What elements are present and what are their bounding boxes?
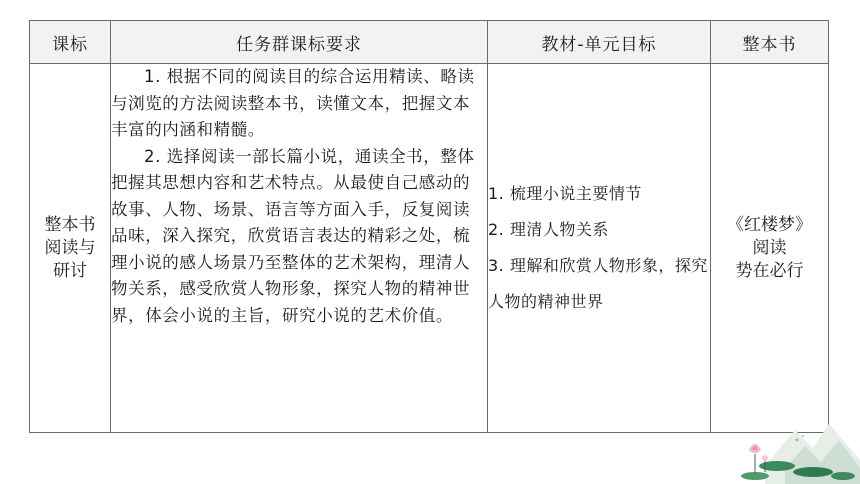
unit-goal-item: 1. 梳理小说主要情节 [488, 184, 642, 203]
requirements-cell [111, 64, 488, 433]
header-standard: 课标 [30, 21, 111, 64]
unit-goal-item: 2. 理清人物关系 [488, 220, 609, 239]
curriculum-table [29, 20, 829, 433]
book-line: 势在必行 [735, 260, 804, 281]
category-line: 研讨 [53, 260, 87, 281]
header-unit-goals: 教材-单元目标 [488, 21, 711, 64]
category-line: 阅读与 [44, 237, 96, 258]
table-row [30, 64, 829, 433]
lotus-leaf [793, 467, 833, 477]
lotus-landscape-decoration [725, 410, 860, 484]
book-title: 《红楼梦》 [727, 214, 812, 235]
header-task-requirements: 任务群课标要求 [111, 21, 488, 64]
category-line: 整本书 [44, 214, 96, 235]
requirement-paragraph: 1. 根据不同的阅读目的综合运用精读、略读与浏览的方法阅读整本书，读懂文本，把握文本丰富的内涵和精髓。 [111, 67, 475, 139]
category-cell [30, 64, 111, 433]
unit-goal-item: 3. 理解和欣赏人物形象，探究人物的精神世界 [488, 256, 708, 311]
table-header-row [30, 21, 829, 64]
header-whole-book: 整本书 [711, 21, 829, 64]
water-dot [796, 439, 799, 442]
lotus-leaf [831, 472, 855, 480]
unit-goals-cell [488, 64, 711, 433]
water-dot [802, 435, 804, 437]
book-line: 阅读 [752, 237, 787, 258]
requirement-paragraph: 2. 选择阅读一部长篇小说，通读全书，整体把握其思想内容和艺术特点。从最使自己感动的故事、人物、场景、语言等方面入手，反复阅读品味，深入探究，欣赏语言表达的精彩之处，梳理小说的感人场景乃至整体的艺术架构，理清人物关系，感受欣赏人物形象，探究人物的精神世界，体会小说的主旨，研究小说的艺术价值。 [111, 146, 475, 325]
lotus-bud [762, 455, 768, 461]
lotus-leaf [759, 461, 795, 471]
book-cell [711, 64, 829, 433]
